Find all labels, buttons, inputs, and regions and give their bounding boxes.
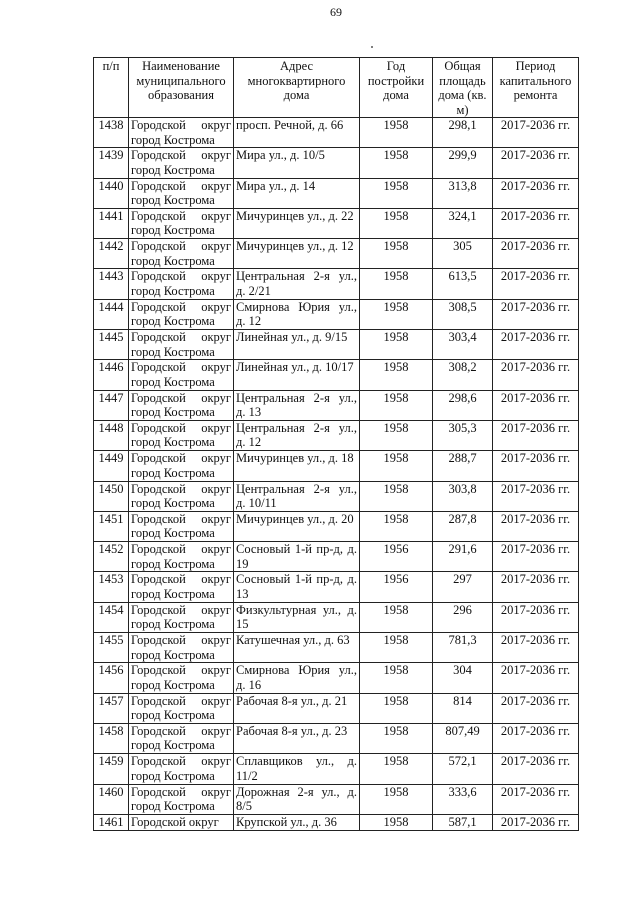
area-cell: 288,7 — [433, 451, 493, 481]
period-cell: 2017-2036 гг. — [493, 481, 579, 511]
year-cell: 1958 — [360, 360, 433, 390]
row-number: 1453 — [94, 572, 129, 602]
table-row — [94, 663, 579, 693]
year-cell: 1958 — [360, 208, 433, 238]
year-cell: 1958 — [360, 481, 433, 511]
address-cell: Центральная 2-я ул., д. 13 — [234, 390, 360, 420]
period-cell: 2017-2036 гг. — [493, 178, 579, 208]
municipality-cell: Городской округ — [129, 814, 234, 830]
address-cell: Рабочая 8-я ул., д. 21 — [234, 693, 360, 723]
area-cell: 297 — [433, 572, 493, 602]
row-number: 1443 — [94, 269, 129, 299]
area-cell: 781,3 — [433, 633, 493, 663]
area-cell: 303,4 — [433, 330, 493, 360]
year-cell: 1958 — [360, 239, 433, 269]
table-row — [94, 239, 579, 269]
table-row — [94, 330, 579, 360]
address-cell: Линейная ул., д. 9/15 — [234, 330, 360, 360]
period-cell: 2017-2036 гг. — [493, 663, 579, 693]
table-row — [94, 602, 579, 632]
year-cell: 1958 — [360, 633, 433, 663]
row-number: 1449 — [94, 451, 129, 481]
period-cell: 2017-2036 гг. — [493, 633, 579, 663]
period-cell: 2017-2036 гг. — [493, 602, 579, 632]
area-cell: 296 — [433, 602, 493, 632]
table-row — [94, 481, 579, 511]
municipality-cell: Городской округ город Кострома — [129, 360, 234, 390]
period-cell: 2017-2036 гг. — [493, 723, 579, 753]
table-row — [94, 784, 579, 814]
address-cell: Мичуринцев ул., д. 22 — [234, 208, 360, 238]
period-cell: 2017-2036 гг. — [493, 390, 579, 420]
year-cell: 1958 — [360, 754, 433, 784]
municipality-cell: Городской округ город Кострома — [129, 178, 234, 208]
address-cell: Мичуринцев ул., д. 20 — [234, 511, 360, 541]
address-cell: Мичуринцев ул., д. 18 — [234, 451, 360, 481]
address-cell: Линейная ул., д. 10/17 — [234, 360, 360, 390]
area-cell: 324,1 — [433, 208, 493, 238]
housing-table — [93, 57, 579, 831]
period-cell: 2017-2036 гг. — [493, 360, 579, 390]
row-number: 1456 — [94, 663, 129, 693]
municipality-cell: Городской округ город Кострома — [129, 118, 234, 148]
table-row — [94, 572, 579, 602]
year-cell: 1958 — [360, 148, 433, 178]
area-cell: 287,8 — [433, 511, 493, 541]
municipality-cell: Городской округ город Кострома — [129, 602, 234, 632]
municipality-cell: Городской округ город Кострома — [129, 420, 234, 450]
table-row — [94, 390, 579, 420]
year-cell: 1958 — [360, 299, 433, 329]
address-cell: Сосновый 1-й пр-д, д. 19 — [234, 542, 360, 572]
area-cell: 305 — [433, 239, 493, 269]
area-cell: 298,6 — [433, 390, 493, 420]
municipality-cell: Городской округ город Кострома — [129, 330, 234, 360]
address-cell: Центральная 2-я ул., д. 10/11 — [234, 481, 360, 511]
period-cell: 2017-2036 гг. — [493, 814, 579, 830]
row-number: 1455 — [94, 633, 129, 663]
year-cell: 1958 — [360, 118, 433, 148]
address-cell: Смирнова Юрия ул., д. 16 — [234, 663, 360, 693]
area-cell: 298,1 — [433, 118, 493, 148]
table-row — [94, 420, 579, 450]
area-cell: 333,6 — [433, 784, 493, 814]
row-number: 1459 — [94, 754, 129, 784]
period-cell: 2017-2036 гг. — [493, 208, 579, 238]
year-cell: 1958 — [360, 814, 433, 830]
row-number: 1447 — [94, 390, 129, 420]
row-number: 1448 — [94, 420, 129, 450]
municipality-cell: Городской округ город Кострома — [129, 481, 234, 511]
address-cell: Сосновый 1-й пр-д, д. 13 — [234, 572, 360, 602]
year-cell: 1958 — [360, 723, 433, 753]
municipality-cell: Городской округ город Кострома — [129, 754, 234, 784]
page-number: 69 — [330, 5, 342, 19]
area-cell: 587,1 — [433, 814, 493, 830]
year-cell: 1958 — [360, 602, 433, 632]
municipality-cell: Городской округ город Кострома — [129, 542, 234, 572]
header-year: Год постройки дома — [360, 58, 433, 118]
municipality-cell: Городской округ город Кострома — [129, 148, 234, 178]
area-cell: 308,5 — [433, 299, 493, 329]
period-cell: 2017-2036 гг. — [493, 148, 579, 178]
table-row — [94, 360, 579, 390]
table-row — [94, 814, 579, 830]
municipality-cell: Городской округ город Кострома — [129, 208, 234, 238]
header-number: п/п — [94, 58, 129, 118]
year-cell: 1958 — [360, 693, 433, 723]
area-cell: 308,2 — [433, 360, 493, 390]
row-number: 1452 — [94, 542, 129, 572]
year-cell: 1958 — [360, 511, 433, 541]
table-row — [94, 693, 579, 723]
table-row — [94, 542, 579, 572]
year-cell: 1958 — [360, 269, 433, 299]
row-number: 1445 — [94, 330, 129, 360]
row-number: 1457 — [94, 693, 129, 723]
municipality-cell: Городской округ город Кострома — [129, 451, 234, 481]
table-row — [94, 269, 579, 299]
row-number: 1458 — [94, 723, 129, 753]
year-cell: 1958 — [360, 390, 433, 420]
area-cell: 814 — [433, 693, 493, 723]
address-cell: Смирнова Юрия ул., д. 12 — [234, 299, 360, 329]
area-cell: 807,49 — [433, 723, 493, 753]
table-row — [94, 511, 579, 541]
header-municipality: Наименование муниципального образования — [129, 58, 234, 118]
area-cell: 299,9 — [433, 148, 493, 178]
period-cell: 2017-2036 гг. — [493, 784, 579, 814]
header-area: Общая площадь дома (кв. м) — [433, 58, 493, 118]
area-cell: 572,1 — [433, 754, 493, 784]
address-cell: Мичуринцев ул., д. 12 — [234, 239, 360, 269]
table-row — [94, 754, 579, 784]
period-cell: 2017-2036 гг. — [493, 118, 579, 148]
area-cell: 304 — [433, 663, 493, 693]
period-cell: 2017-2036 гг. — [493, 511, 579, 541]
scan-speck — [371, 46, 373, 48]
table-header-row — [94, 58, 579, 118]
table-row — [94, 178, 579, 208]
period-cell: 2017-2036 гг. — [493, 542, 579, 572]
period-cell: 2017-2036 гг. — [493, 572, 579, 602]
period-cell: 2017-2036 гг. — [493, 239, 579, 269]
municipality-cell: Городской округ город Кострома — [129, 723, 234, 753]
row-number: 1460 — [94, 784, 129, 814]
area-cell: 613,5 — [433, 269, 493, 299]
row-number: 1446 — [94, 360, 129, 390]
municipality-cell: Городской округ город Кострома — [129, 511, 234, 541]
address-cell: просп. Речной, д. 66 — [234, 118, 360, 148]
address-cell: Сплавщиков ул., д. 11/2 — [234, 754, 360, 784]
area-cell: 291,6 — [433, 542, 493, 572]
municipality-cell: Городской округ город Кострома — [129, 239, 234, 269]
address-cell: Мира ул., д. 10/5 — [234, 148, 360, 178]
address-cell: Центральная 2-я ул., д. 12 — [234, 420, 360, 450]
period-cell: 2017-2036 гг. — [493, 299, 579, 329]
period-cell: 2017-2036 гг. — [493, 754, 579, 784]
table-row — [94, 723, 579, 753]
period-cell: 2017-2036 гг. — [493, 420, 579, 450]
year-cell: 1958 — [360, 663, 433, 693]
row-number: 1454 — [94, 602, 129, 632]
municipality-cell: Городской округ город Кострома — [129, 390, 234, 420]
row-number: 1442 — [94, 239, 129, 269]
year-cell: 1958 — [360, 178, 433, 208]
header-period: Период капитального ремонта — [493, 58, 579, 118]
address-cell: Дорожная 2-я ул., д. 8/5 — [234, 784, 360, 814]
address-cell: Крупской ул., д. 36 — [234, 814, 360, 830]
table-body — [94, 118, 579, 831]
municipality-cell: Городской округ город Кострома — [129, 572, 234, 602]
row-number: 1439 — [94, 148, 129, 178]
row-number: 1438 — [94, 118, 129, 148]
year-cell: 1958 — [360, 451, 433, 481]
table-row — [94, 633, 579, 663]
period-cell: 2017-2036 гг. — [493, 693, 579, 723]
row-number: 1461 — [94, 814, 129, 830]
municipality-cell: Городской округ город Кострома — [129, 269, 234, 299]
address-cell: Физкультурная ул., д. 15 — [234, 602, 360, 632]
row-number: 1444 — [94, 299, 129, 329]
municipality-cell: Городской округ город Кострома — [129, 693, 234, 723]
area-cell: 303,8 — [433, 481, 493, 511]
address-cell: Мира ул., д. 14 — [234, 178, 360, 208]
area-cell: 313,8 — [433, 178, 493, 208]
year-cell: 1956 — [360, 542, 433, 572]
year-cell: 1958 — [360, 420, 433, 450]
period-cell: 2017-2036 гг. — [493, 269, 579, 299]
row-number: 1450 — [94, 481, 129, 511]
table-row — [94, 299, 579, 329]
municipality-cell: Городской округ город Кострома — [129, 299, 234, 329]
year-cell: 1956 — [360, 572, 433, 602]
header-address: Адрес многоквартирного дома — [234, 58, 360, 118]
address-cell: Катушечная ул., д. 63 — [234, 633, 360, 663]
table-row — [94, 118, 579, 148]
table-row — [94, 148, 579, 178]
period-cell: 2017-2036 гг. — [493, 451, 579, 481]
address-cell: Центральная 2-я ул., д. 2/21 — [234, 269, 360, 299]
table-row — [94, 208, 579, 238]
address-cell: Рабочая 8-я ул., д. 23 — [234, 723, 360, 753]
municipality-cell: Городской округ город Кострома — [129, 663, 234, 693]
row-number: 1451 — [94, 511, 129, 541]
row-number: 1441 — [94, 208, 129, 238]
area-cell: 305,3 — [433, 420, 493, 450]
year-cell: 1958 — [360, 330, 433, 360]
year-cell: 1958 — [360, 784, 433, 814]
table-row — [94, 451, 579, 481]
municipality-cell: Городской округ город Кострома — [129, 784, 234, 814]
period-cell: 2017-2036 гг. — [493, 330, 579, 360]
row-number: 1440 — [94, 178, 129, 208]
municipality-cell: Городской округ город Кострома — [129, 633, 234, 663]
